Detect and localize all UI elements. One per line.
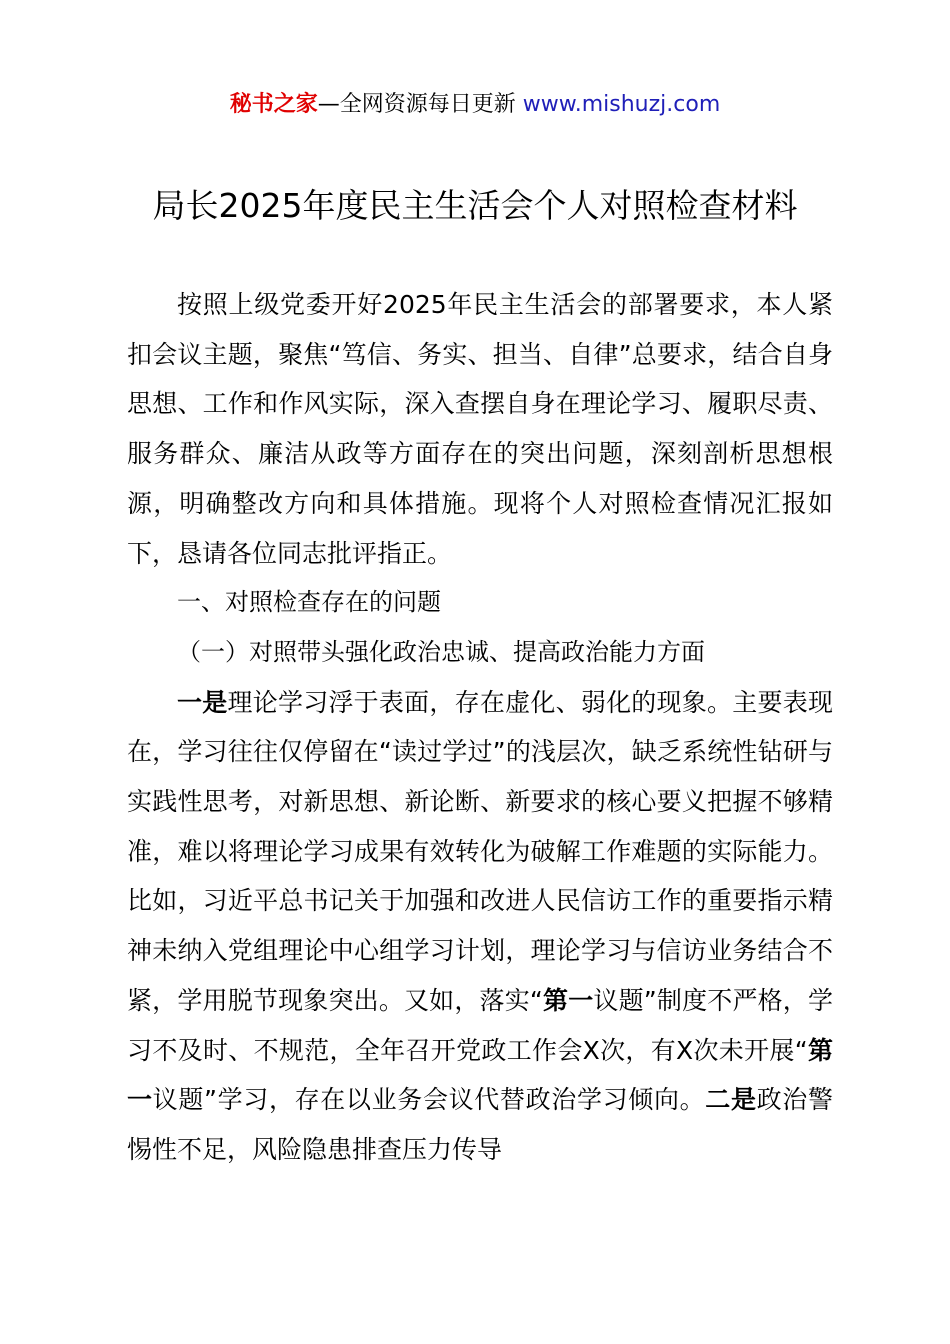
emphasis-first-topic-b: 第一 <box>127 1035 833 1115</box>
problem-label-second: 二是 <box>705 1085 757 1115</box>
problem-text-second: 政治警惕性不足，风险隐患排查压力传导 <box>127 1085 833 1164</box>
document-title: 局长2025年度民主生活会个人对照检查材料 <box>152 186 798 225</box>
section-heading: 一、对照检查存在的问题 <box>177 588 441 617</box>
problem-text-first-b: 议题”制度不严格，学习不及时、不规范，全年召开党政工作会X次，有X次未开展“ <box>127 985 833 1065</box>
banner-tagline: —全网资源每日更新 <box>317 92 523 117</box>
site-banner <box>0 88 950 122</box>
banner-url-link[interactable]: www.mishuzj.com <box>522 92 721 117</box>
banner-brand: 秘书之家 <box>229 92 318 117</box>
subsection-heading: （一）对照带头强化政治忠诚、提高政治能力方面 <box>177 637 705 666</box>
problem-text-first-c: 议题”学习，存在以业务会议代替政治学习倾向。 <box>152 1085 706 1115</box>
document-body <box>127 280 833 1175</box>
intro-paragraph: 按照上级党委开好2025年民主生活会的部署要求，本人紧扣会议主题，聚焦“笃信、务实、担当、自律”总要求，结合自身思想、工作和作风实际，深入查摆自身在理论学习、履职尽责、服务群众、廉洁从政等方面存在的突出问题，深刻剖析思想根源，明确整改方向和具体措施。现将个人对照检查情况汇报如下，恳请各位同志批评指正。 <box>127 290 833 568</box>
problem-label-first: 一是 <box>177 687 228 717</box>
problems-paragraph <box>127 678 833 1175</box>
problem-text-first-a: 理论学习浮于表面，存在虚化、弱化的现象。主要表现在，学习往往仅停留在“读过学过”的浅层次，缺乏系统性钻研与实践性思考，对新思想、新论断、新要求的核心要义把握不够精准，难以将理论学习成果有效转化为破解工作难题的实际能力。比如，习近平总书记关于加强和改进人民信访工作的重要指示精神未纳入党组理论中心组学习计划，理论学习与信访业务结合不紧，学用脱节现象突出。又如，落实“ <box>127 687 833 1015</box>
emphasis-first-topic-a: 第一 <box>542 985 594 1015</box>
